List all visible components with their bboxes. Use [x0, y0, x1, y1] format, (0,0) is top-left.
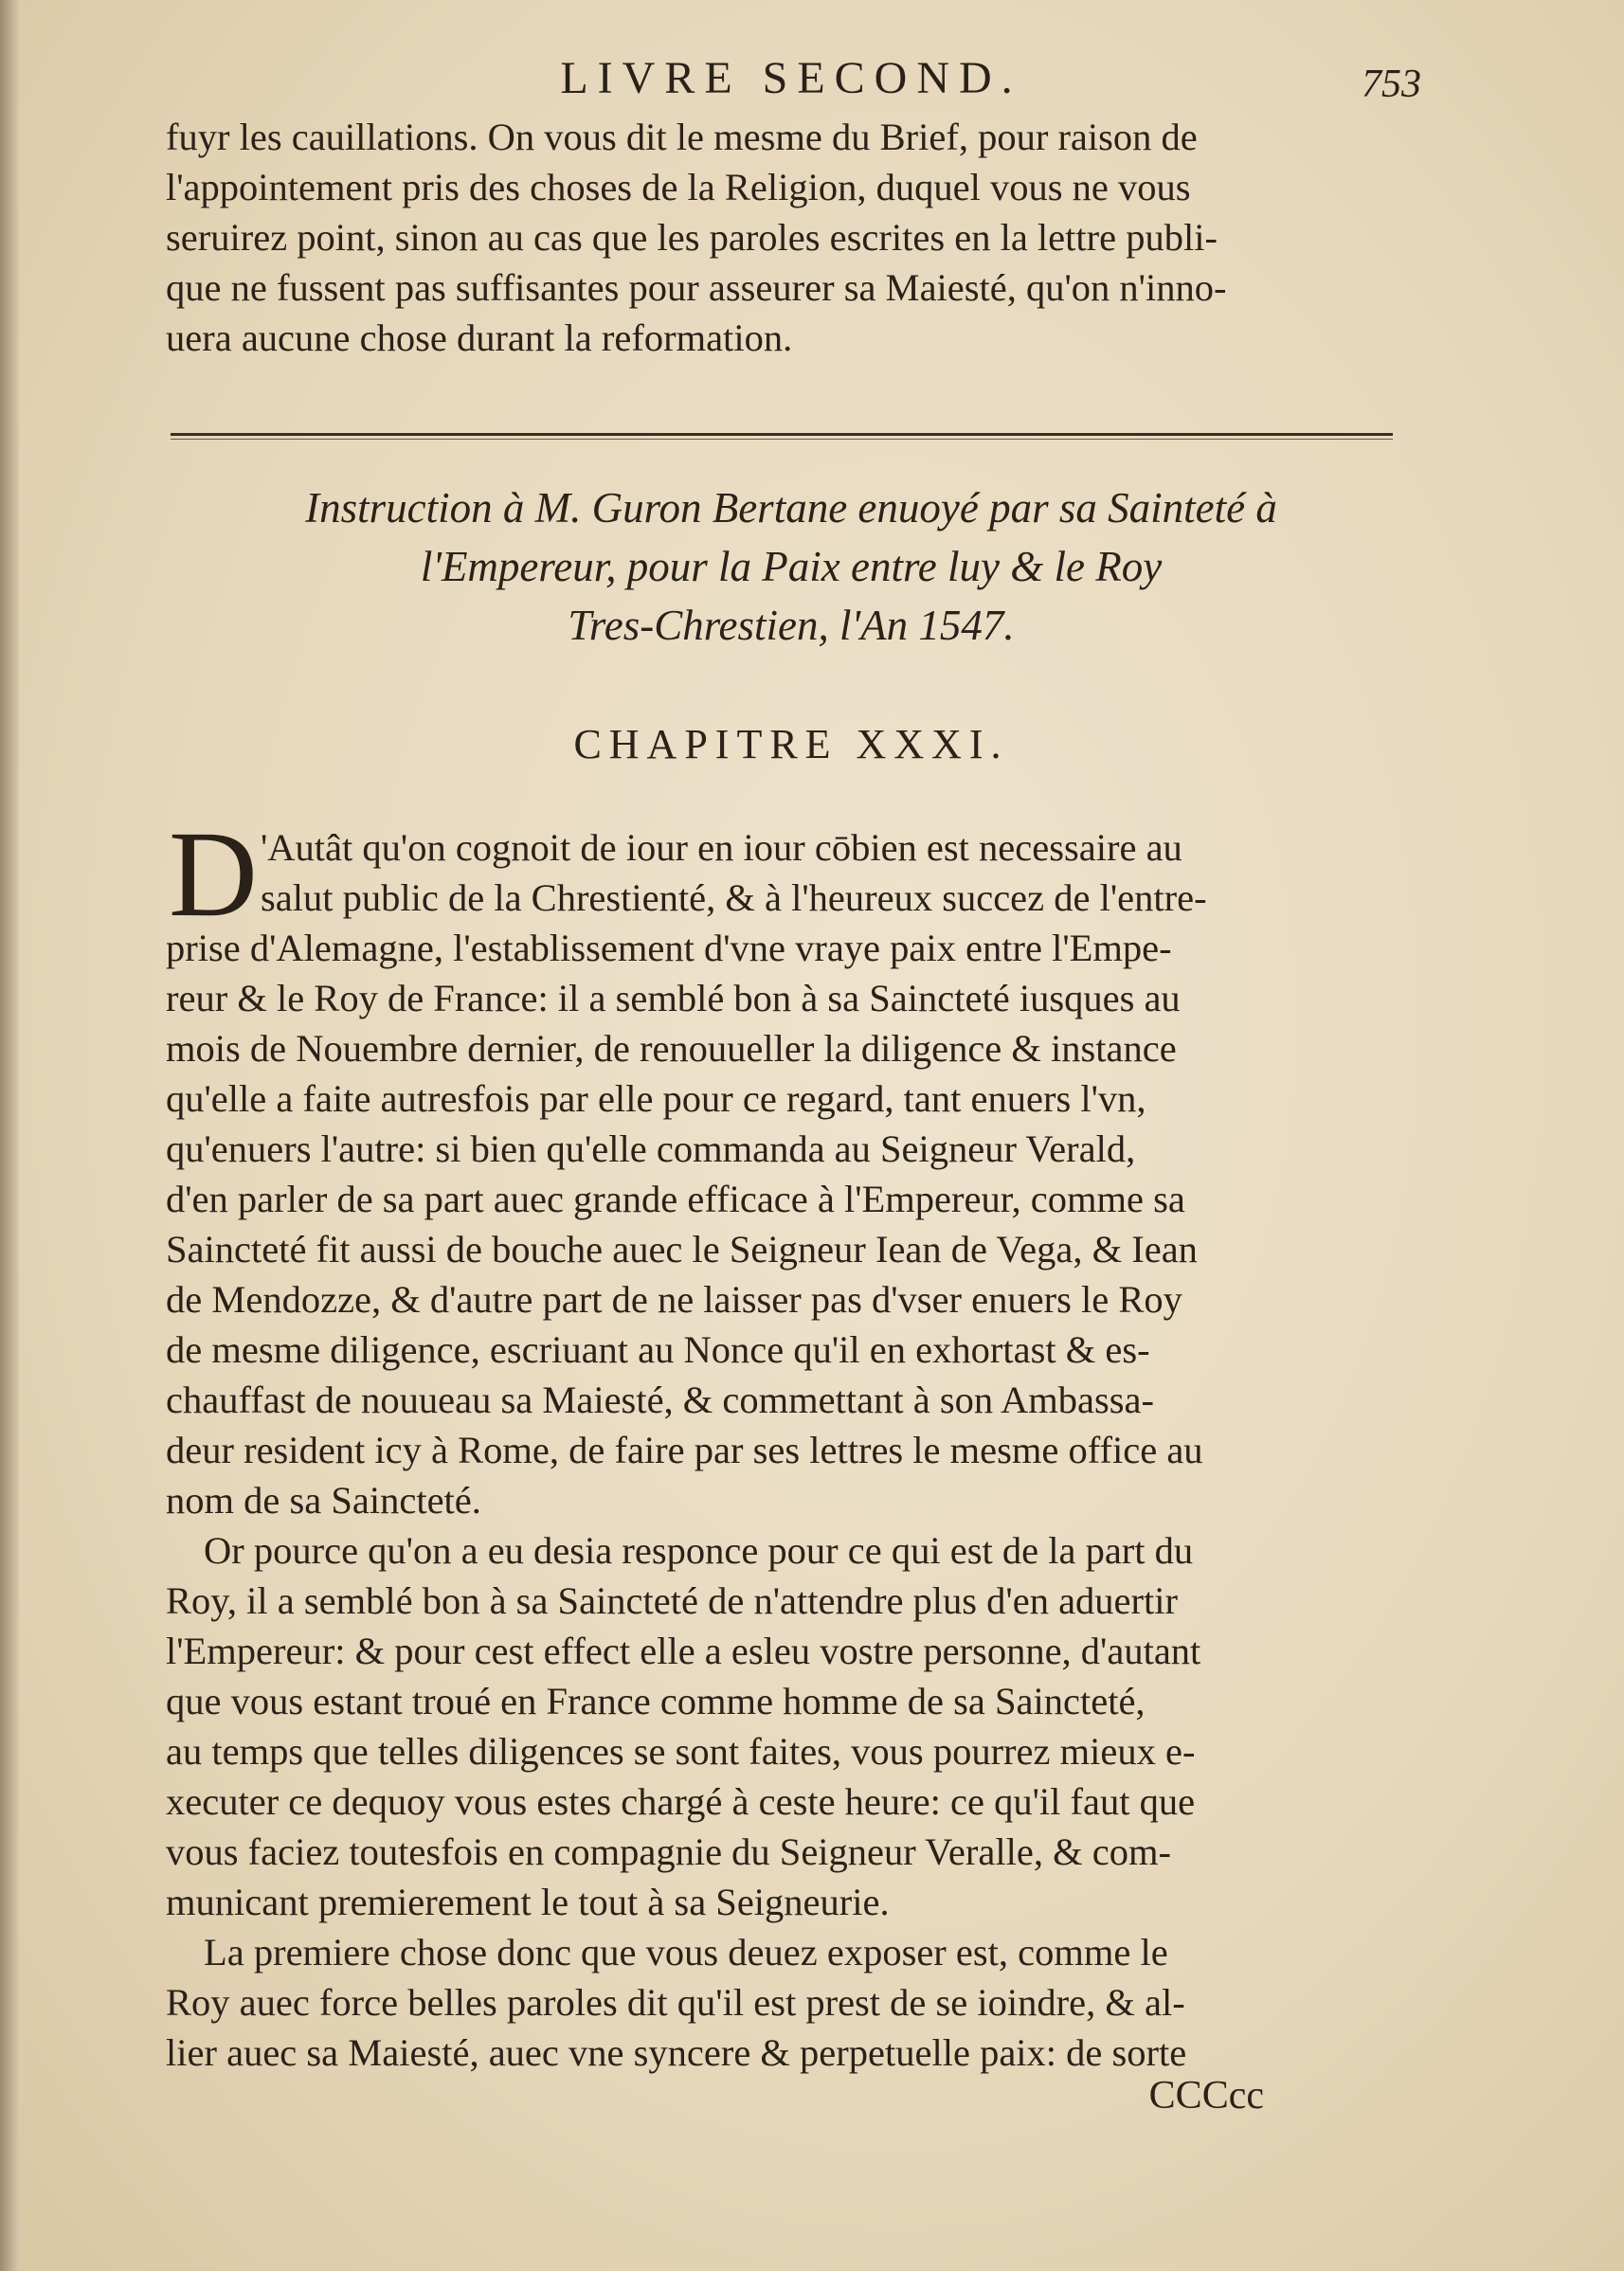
page-number: 753 [1362, 63, 1421, 106]
text-line: qu'enuers l'autre: si bien qu'elle commanda au Seigneur Verald, [166, 1127, 1136, 1170]
text-line: d'en parler de sa part auec grande efficace à l'Empereur, comme sa [166, 1178, 1185, 1220]
text-line: uera aucune chose durant la reformation. [166, 316, 793, 359]
title-line: Tres-Chrestien, l'An 1547. [568, 602, 1015, 649]
text-line: xecuter ce dequoy vous estes chargé à ceste heure: ce qu'il faut que [166, 1780, 1196, 1823]
text-line: Roy, il a semblé bon à sa Saincteté de n'attendre plus d'en aduertir [166, 1579, 1179, 1622]
text-line: nom de sa Saincteté. [166, 1479, 481, 1522]
text-line: seruirez point, sinon au cas que les paroles escrites en la lettre publi- [166, 216, 1218, 259]
signature-mark: CCCcc [1148, 2074, 1264, 2118]
running-title: LIVRE SECOND. [560, 53, 1022, 103]
text-line: La premiere chose donc que vous deuez exposer est, comme le [204, 1931, 1168, 1974]
text-line: fuyr les cauillations. On vous dit le mesme du Brief, pour raison de [166, 116, 1198, 158]
text-line: Roy auec force belles paroles dit qu'il est prest de se ioindre, & al- [166, 1981, 1185, 2024]
text-line: lier auec sa Maiesté, auec vne syncere & perpetuelle paix: de sorte [166, 2031, 1187, 2074]
title-line: Instruction à M. Guron Bertane enuoyé par sa Sainteté à [305, 484, 1277, 532]
text-line: vous faciez toutesfois en compagnie du Seigneur Veralle, & com- [166, 1830, 1171, 1873]
text-line: l'appointement pris des choses de la Religion, duquel vous ne vous [166, 166, 1191, 208]
text-line: 'Autât qu'on cognoit de iour en iour cōbien est necessaire au [261, 826, 1182, 869]
text-line: l'Empereur: & pour cest effect elle a esleu vostre personne, d'autant [166, 1630, 1201, 1672]
title-line: l'Empereur, pour la Paix entre luy & le Roy [420, 543, 1163, 590]
text-line: Saincteté fit aussi de bouche auec le Seigneur Iean de Vega, & Iean [166, 1228, 1198, 1271]
text-line: municant premierement le tout à sa Seigneurie. [166, 1881, 890, 1923]
section-divider-thin [171, 439, 1393, 440]
text-line: que ne fussent pas suffisantes pour asseurer sa Maiesté, qu'on n'inno- [166, 266, 1227, 309]
text-line: mois de Nouembre dernier, de renouueller la diligence & instance [166, 1027, 1177, 1070]
page-gutter-edge [0, 0, 19, 2271]
text-line: Or pource qu'on a eu desia responce pour ce qui est de la part du [204, 1529, 1194, 1572]
text-line: prise d'Alemagne, l'establissement d'vne vraye paix entre l'Empe- [166, 927, 1172, 969]
text-line: salut public de la Chrestienté, & à l'heureux succez de l'entre- [261, 876, 1207, 919]
page-header [161, 52, 1421, 118]
instruction-title [166, 478, 1416, 655]
text-line: chauffast de nouueau sa Maiesté, & commettant à son Ambassa- [166, 1379, 1154, 1421]
chapter-heading: CHAPITRE XXXI. [573, 721, 1009, 767]
text-line: au temps que telles diligences se sont faites, vous pourrez mieux e- [166, 1730, 1196, 1773]
section-divider [171, 433, 1393, 436]
text-line: que vous estant troué en France comme homme de sa Saincteté, [166, 1680, 1146, 1722]
text-line: deur resident icy à Rome, de faire par ses lettres le mesme office au [166, 1429, 1203, 1471]
chapter-body [166, 806, 1416, 2078]
text-line: reur & le Roy de France: il a semblé bon à sa Saincteté iusques au [166, 977, 1181, 1019]
text-line: de Mendozze, & d'autre part de ne laisser pas d'vser enuers le Roy [166, 1278, 1182, 1321]
drop-capital: D [169, 806, 258, 943]
text-line: de mesme diligence, escriuant au Nonce qu'il en exhortast & es- [166, 1328, 1150, 1371]
continued-paragraph [166, 112, 1416, 363]
text-line: qu'elle a faite autresfois par elle pour ce regard, tant enuers l'vn, [166, 1077, 1146, 1120]
